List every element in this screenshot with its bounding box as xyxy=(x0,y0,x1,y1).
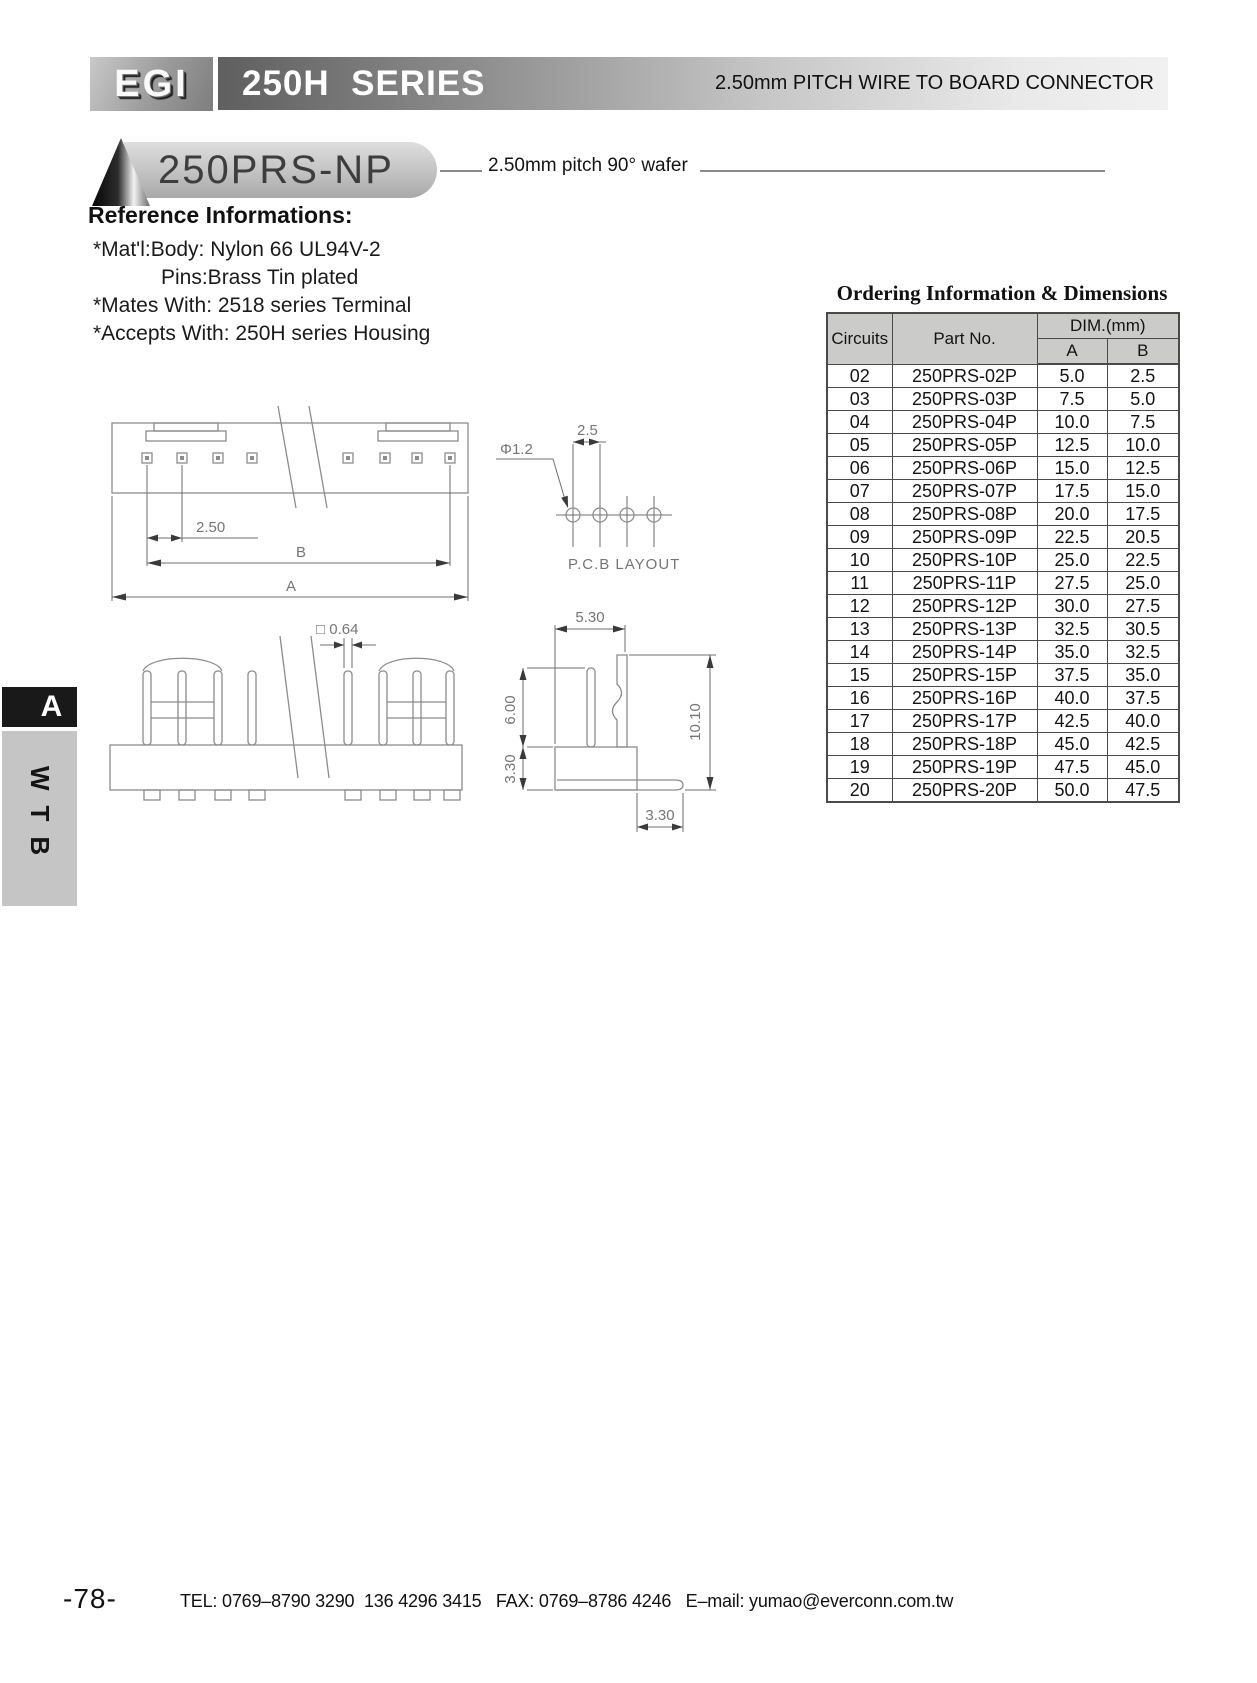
table-cell: 250PRS-03P xyxy=(892,388,1037,411)
pcb-layout-drawing xyxy=(496,422,680,573)
pcb-layout-caption: P.C.B LAYOUT xyxy=(568,556,681,573)
series-subtitle: 2.50mm PITCH WIRE TO BOARD CONNECTOR xyxy=(715,72,1154,94)
table-cell: 20 xyxy=(827,779,892,803)
bottom-view-tabs xyxy=(144,790,460,800)
side-overall-height-label: 10.10 xyxy=(687,703,704,741)
table-cell: 250PRS-15P xyxy=(892,664,1037,687)
table-cell: 250PRS-05P xyxy=(892,434,1037,457)
table-cell: 10.0 xyxy=(1107,434,1179,457)
table-cell: 45.0 xyxy=(1107,756,1179,779)
table-cell: 5.0 xyxy=(1107,388,1179,411)
sidebar-tab-a-label: A xyxy=(40,690,63,723)
table-cell: 250PRS-12P xyxy=(892,595,1037,618)
table-row xyxy=(827,595,1179,618)
table-cell: 250PRS-16P xyxy=(892,687,1037,710)
ordering-table xyxy=(826,312,1180,803)
page-number: -78- xyxy=(63,1583,117,1614)
egi-logo-text: EGI xyxy=(114,62,189,105)
pcb-pitch-label: 2.5 xyxy=(577,422,598,439)
table-row xyxy=(827,411,1179,434)
sidebar-tab-wtb xyxy=(2,731,77,906)
table-cell: 27.5 xyxy=(1037,572,1107,595)
table-cell: 7.5 xyxy=(1037,388,1107,411)
table-cell: 15.0 xyxy=(1037,457,1107,480)
table-row xyxy=(827,572,1179,595)
egi-logo xyxy=(90,57,213,111)
table-cell: 32.5 xyxy=(1107,641,1179,664)
col-header-b: B xyxy=(1107,339,1179,365)
table-cell: 27.5 xyxy=(1107,595,1179,618)
table-cell: 12 xyxy=(827,595,892,618)
table-cell: 7.5 xyxy=(1107,411,1179,434)
reference-line-accepts: *Accepts With: 250H series Housing xyxy=(93,322,431,345)
table-row xyxy=(827,733,1179,756)
table-cell: 17 xyxy=(827,710,892,733)
side-pin-height-label: 6.00 xyxy=(502,695,519,725)
banner-triangle xyxy=(90,136,152,208)
ordering-table-body xyxy=(827,364,1179,802)
bottom-pin-size-label: □ 0.64 xyxy=(316,621,359,638)
table-cell: 250PRS-09P xyxy=(892,526,1037,549)
table-cell: 42.5 xyxy=(1037,710,1107,733)
table-cell: 35.0 xyxy=(1037,641,1107,664)
table-cell: 02 xyxy=(827,364,892,388)
table-cell: 250PRS-10P xyxy=(892,549,1037,572)
table-cell: 47.5 xyxy=(1107,779,1179,803)
table-row xyxy=(827,503,1179,526)
table-cell: 32.5 xyxy=(1037,618,1107,641)
sidebar-tab-wtb-label: WTB xyxy=(25,766,55,871)
table-cell: 11 xyxy=(827,572,892,595)
table-row xyxy=(827,364,1179,388)
part-name-badge xyxy=(124,142,437,198)
col-header-part-no: Part No. xyxy=(892,313,1037,364)
table-cell: 5.0 xyxy=(1037,364,1107,388)
table-cell: 14 xyxy=(827,641,892,664)
table-cell: 2.5 xyxy=(1107,364,1179,388)
table-cell: 250PRS-02P xyxy=(892,364,1037,388)
table-row xyxy=(827,664,1179,687)
table-row xyxy=(827,549,1179,572)
table-row xyxy=(827,618,1179,641)
table-cell: 37.5 xyxy=(1037,664,1107,687)
table-row xyxy=(827,756,1179,779)
table-cell: 250PRS-11P xyxy=(892,572,1037,595)
table-cell: 22.5 xyxy=(1107,549,1179,572)
table-cell: 04 xyxy=(827,411,892,434)
table-row xyxy=(827,687,1179,710)
table-cell: 42.5 xyxy=(1107,733,1179,756)
part-name: 250PRS-NP xyxy=(158,147,394,192)
table-cell: 15 xyxy=(827,664,892,687)
table-cell: 15.0 xyxy=(1107,480,1179,503)
col-header-a: A xyxy=(1037,339,1107,365)
table-cell: 08 xyxy=(827,503,892,526)
table-cell: 250PRS-04P xyxy=(892,411,1037,434)
banner-line-right xyxy=(700,170,1105,172)
series-header-bar xyxy=(218,57,1168,110)
bottom-view-pins xyxy=(143,671,454,745)
banner-line-left xyxy=(440,170,482,172)
table-cell: 250PRS-14P xyxy=(892,641,1037,664)
table-cell: 250PRS-19P xyxy=(892,756,1037,779)
table-cell: 47.5 xyxy=(1037,756,1107,779)
front-pitch-label: 2.50 xyxy=(196,519,226,536)
table-cell: 07 xyxy=(827,480,892,503)
col-header-circuits: Circuits xyxy=(827,313,892,364)
table-cell: 05 xyxy=(827,434,892,457)
table-cell: 09 xyxy=(827,526,892,549)
pcb-hole-dia-label: Φ1.2 xyxy=(500,441,533,458)
side-body-height-label: 3.30 xyxy=(502,754,519,784)
front-view-drawing xyxy=(112,406,468,601)
bottom-view-drawing xyxy=(110,621,462,800)
side-tail-length-label: 3.30 xyxy=(645,807,675,824)
reference-heading: Reference Informations: xyxy=(88,202,353,228)
table-cell: 20.5 xyxy=(1107,526,1179,549)
table-cell: 30.0 xyxy=(1037,595,1107,618)
table-cell: 25.0 xyxy=(1107,572,1179,595)
table-cell: 10 xyxy=(827,549,892,572)
table-cell: 22.5 xyxy=(1037,526,1107,549)
table-cell: 250PRS-20P xyxy=(892,779,1037,803)
reference-line-material: *Mat'l:Body: Nylon 66 UL94V-2 xyxy=(93,238,381,261)
table-cell: 35.0 xyxy=(1107,664,1179,687)
reference-line-pins: Pins:Brass Tin plated xyxy=(161,266,359,289)
table-cell: 250PRS-13P xyxy=(892,618,1037,641)
col-header-dim: DIM.(mm) xyxy=(1037,313,1179,339)
table-cell: 250PRS-18P xyxy=(892,733,1037,756)
table-cell: 250PRS-06P xyxy=(892,457,1037,480)
table-cell: 45.0 xyxy=(1037,733,1107,756)
table-row xyxy=(827,434,1179,457)
table-row xyxy=(827,388,1179,411)
table-cell: 50.0 xyxy=(1037,779,1107,803)
reference-line-mates: *Mates With: 2518 series Terminal xyxy=(93,294,412,317)
table-cell: 12.5 xyxy=(1107,457,1179,480)
table-cell: 10.0 xyxy=(1037,411,1107,434)
table-cell: 40.0 xyxy=(1107,710,1179,733)
reference-info-block xyxy=(88,202,430,348)
table-row xyxy=(827,457,1179,480)
footer-contact: TEL: 0769–8790 3290 136 4296 3415 FAX: 0769–8786 4246 E–mail: yumao@everconn.com.tw xyxy=(180,1591,954,1611)
table-cell: 17.5 xyxy=(1037,480,1107,503)
side-top-width-label: 5.30 xyxy=(575,609,605,626)
table-row xyxy=(827,526,1179,549)
table-row xyxy=(827,641,1179,664)
series-title: 250H SERIES xyxy=(242,63,486,103)
table-cell: 13 xyxy=(827,618,892,641)
table-cell: 250PRS-17P xyxy=(892,710,1037,733)
table-cell: 250PRS-07P xyxy=(892,480,1037,503)
table-row xyxy=(827,710,1179,733)
table-cell: 03 xyxy=(827,388,892,411)
technical-drawings xyxy=(90,380,735,850)
table-cell: 17.5 xyxy=(1107,503,1179,526)
table-cell: 16 xyxy=(827,687,892,710)
front-dim-a-label: A xyxy=(286,578,297,595)
table-row xyxy=(827,480,1179,503)
front-view-pins xyxy=(142,453,455,463)
sidebar-tab-a xyxy=(2,687,77,727)
table-cell: 19 xyxy=(827,756,892,779)
table-cell: 25.0 xyxy=(1037,549,1107,572)
ordering-table-title: Ordering Information & Dimensions xyxy=(836,281,1168,305)
table-cell: 40.0 xyxy=(1037,687,1107,710)
part-description: 2.50mm pitch 90° wafer xyxy=(488,155,688,176)
table-cell: 30.5 xyxy=(1107,618,1179,641)
table-cell: 37.5 xyxy=(1107,687,1179,710)
table-row xyxy=(827,779,1179,803)
table-cell: 20.0 xyxy=(1037,503,1107,526)
table-cell: 250PRS-08P xyxy=(892,503,1037,526)
table-cell: 06 xyxy=(827,457,892,480)
table-cell: 12.5 xyxy=(1037,434,1107,457)
table-cell: 18 xyxy=(827,733,892,756)
front-dim-b-label: B xyxy=(296,544,307,561)
side-view-drawing xyxy=(502,609,716,832)
